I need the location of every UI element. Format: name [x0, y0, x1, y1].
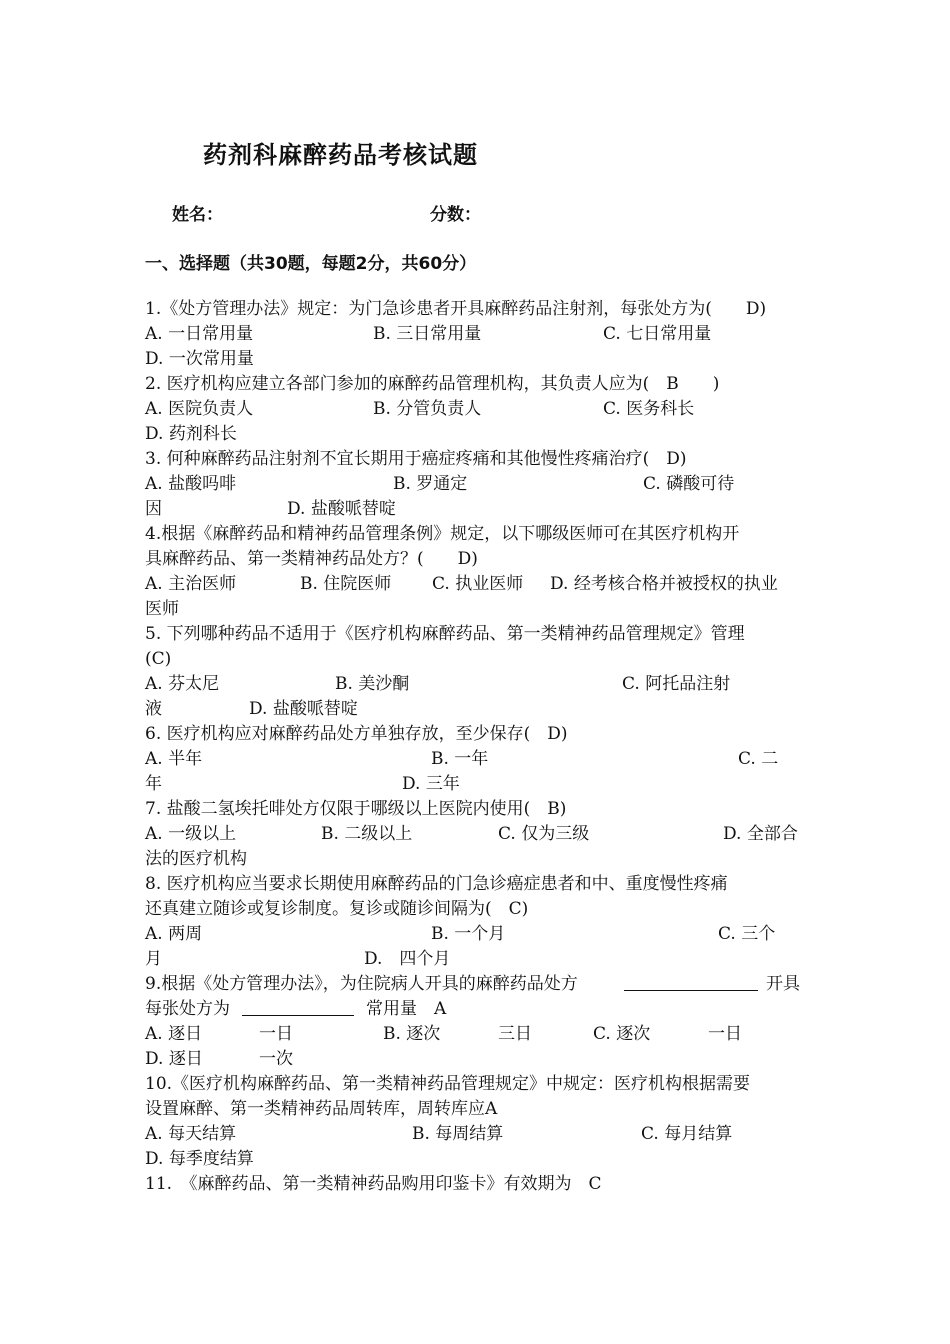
- question-6-stem: 6. 医疗机构应对麻醉药品处方单独存放，至少保存( D): [145, 724, 568, 744]
- option-b: B. 分管负责人: [373, 399, 482, 419]
- question-5-stem-2: (C): [145, 649, 172, 669]
- option-c: C. 三个: [718, 924, 776, 944]
- option-a-value: 一日: [259, 1024, 293, 1044]
- option-c-wrap: 月: [145, 949, 162, 969]
- option-b: B. 一个月: [431, 924, 506, 944]
- question-10-stem: 10.《医疗机构麻醉药品、第一类精神药品管理规定》中规定：医疗机构根据需要: [145, 1074, 751, 1094]
- option-b: B. 美沙酮: [335, 674, 410, 694]
- option-d-value: 一次: [259, 1049, 293, 1069]
- option-c-wrap: 液: [145, 699, 162, 719]
- option-d: D. 全部合: [723, 824, 798, 844]
- option-c-value: 一日: [708, 1024, 742, 1044]
- question-9-stem-text: 9.根据《处方管理办法》，为住院病人开具的麻醉药品处方: [145, 974, 578, 994]
- question-9-stem-text-2: 每张处方为: [145, 999, 230, 1019]
- option-b: B. 三日常用量: [373, 324, 482, 344]
- option-d: D. 经考核合格并被授权的执业: [550, 574, 778, 594]
- question-9-stem-tail: 开具: [766, 974, 800, 994]
- option-c: C. 阿托品注射: [622, 674, 731, 694]
- option-a: A. 一日常用量: [145, 324, 254, 344]
- option-a: A. 逐日: [145, 1024, 203, 1044]
- option-d: D. 一次常用量: [145, 349, 254, 369]
- question-5-stem: 5. 下列哪种药品不适用于《医疗机构麻醉药品、第一类精神药品管理规定》管理: [145, 624, 745, 644]
- option-c: C. 七日常用量: [603, 324, 712, 344]
- option-a: A. 医院负责人: [145, 399, 254, 419]
- option-c-wrap: 因: [145, 499, 162, 519]
- question-4-stem: 4.根据《麻醉药品和精神药品管理条例》规定，以下哪级医师可在其医疗机构开: [145, 524, 740, 544]
- option-d-wrap: 医师: [145, 599, 179, 619]
- option-c: C. 仅为三级: [498, 824, 590, 844]
- name-label: 姓名：: [172, 205, 223, 225]
- option-d: D. 盐酸哌替啶: [249, 699, 358, 719]
- option-b: B. 每周结算: [412, 1124, 504, 1144]
- option-b: B. 逐次: [383, 1024, 441, 1044]
- option-d: D. 三年: [402, 774, 460, 794]
- question-2-stem: 2. 医疗机构应建立各部门参加的麻醉药品管理机构，其负责人应为( B ): [145, 374, 720, 394]
- question-4-stem-2: 具麻醉药品、第一类精神药品处方？( D): [145, 549, 478, 569]
- option-b: B. 二级以上: [321, 824, 413, 844]
- score-label: 分数：: [430, 205, 481, 225]
- section-heading: 一、选择题（共30题，每题2分，共60分）: [145, 254, 477, 274]
- option-a: A. 主治医师: [145, 574, 237, 594]
- option-c-wrap: 年: [145, 774, 162, 794]
- question-11-stem: 11. 《麻醉药品、第一类精神药品购用印鉴卡》有效期为 C: [145, 1174, 602, 1194]
- option-b-value: 三日: [498, 1024, 532, 1044]
- option-b: B. 罗通定: [393, 474, 468, 494]
- option-d-wrap: 法的医疗机构: [145, 849, 247, 869]
- answer-blank-2: [242, 997, 354, 1023]
- option-a: A. 两周: [145, 924, 203, 944]
- question-8-stem: 8. 医疗机构应当要求长期使用麻醉药品的门急诊癌症患者和中、重度慢性疼痛: [145, 874, 728, 894]
- option-c: C. 磷酸可待: [643, 474, 735, 494]
- question-1-stem: 1.《处方管理办法》规定：为门急诊患者开具麻醉药品注射剂，每张处方为( D): [145, 299, 767, 319]
- option-c: C. 每月结算: [641, 1124, 733, 1144]
- option-b: B. 一年: [431, 749, 489, 769]
- option-d: D. 每季度结算: [145, 1149, 254, 1169]
- answer-blank-1: [624, 972, 758, 998]
- option-a: A. 半年: [145, 749, 203, 769]
- option-c: C. 逐次: [593, 1024, 651, 1044]
- option-b: B. 住院医师: [300, 574, 392, 594]
- option-d: D. 逐日: [145, 1049, 203, 1069]
- option-a: A. 芬太尼: [145, 674, 220, 694]
- question-9-stem-tail-2: 常用量 A: [366, 999, 447, 1019]
- question-3-stem: 3. 何种麻醉药品注射剂不宜长期用于癌症疼痛和其他慢性疼痛治疗( D): [145, 449, 687, 469]
- option-d: D. 药剂科长: [145, 424, 237, 444]
- question-8-stem-2: 还真建立随诊或复诊制度。复诊或随诊间隔为( C): [145, 899, 529, 919]
- option-c: C. 执业医师: [432, 574, 524, 594]
- option-d: D. 四个月: [364, 949, 451, 969]
- option-a: A. 一级以上: [145, 824, 237, 844]
- option-a: A. 每天结算: [145, 1124, 237, 1144]
- option-d: D. 盐酸哌替啶: [287, 499, 396, 519]
- question-10-stem-2: 设置麻醉、第一类精神药品周转库，周转库应A: [145, 1099, 498, 1119]
- option-c: C. 二: [738, 749, 779, 769]
- page-title: 药剂科麻醉药品考核试题: [203, 141, 478, 169]
- option-c: C. 医务科长: [603, 399, 695, 419]
- option-a: A. 盐酸吗啡: [145, 474, 237, 494]
- question-7-stem: 7. 盐酸二氢埃托啡处方仅限于哪级以上医院内使用( B): [145, 799, 567, 819]
